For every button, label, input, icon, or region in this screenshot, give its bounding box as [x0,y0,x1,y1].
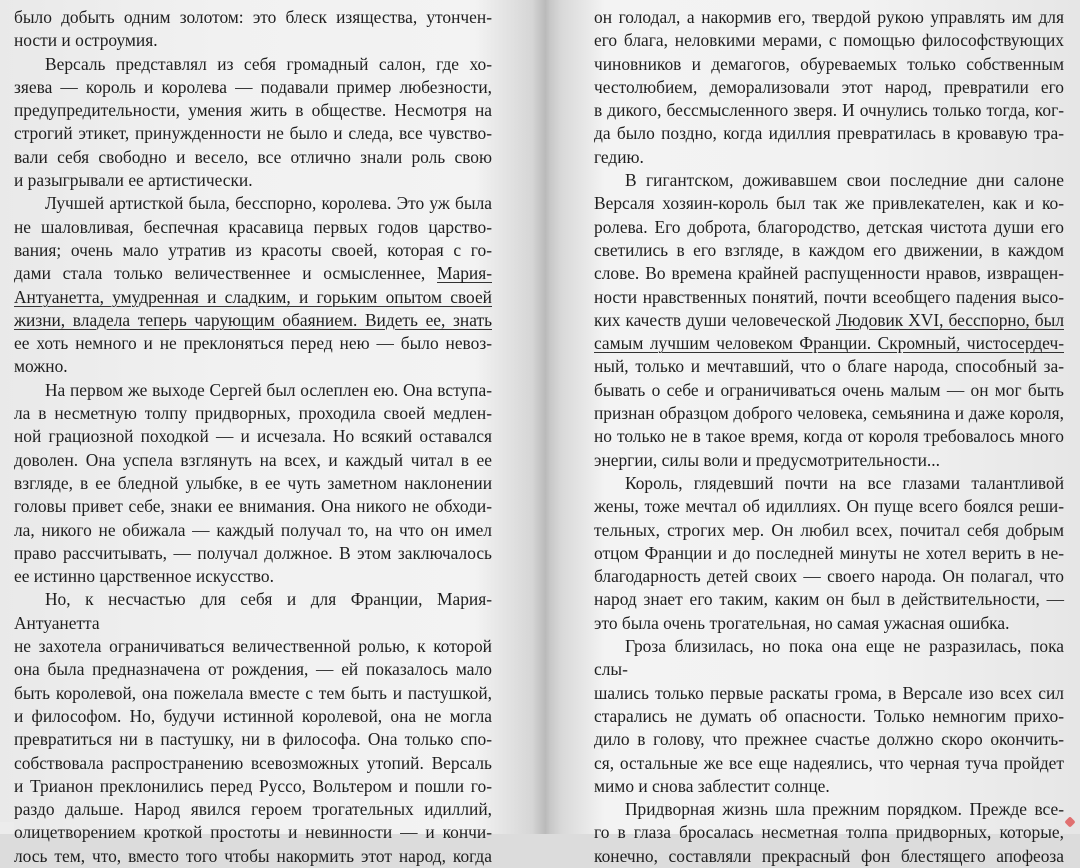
text-line: мимо и снова заблестит солнце. [594,775,830,796]
text-line: ности нравственных понятий, почти всеобщего падения высо- [594,286,1064,307]
text-line: тельных, строгих мер. Он любил всех, почитал себя добрым [594,519,1064,540]
text-line: ся, остальные же все еще надеялись, что черная туча пройдет [594,752,1064,773]
text-line: чиновников и демагогов, обуреваемых только собственным [594,53,1064,74]
text-line: доволен. Она успела взглянуть на всех, и каждый читал в ее [14,449,492,470]
text-line: ее истинно царственное искусство. [14,566,274,587]
left-page [14,6,492,868]
text-line: Король, глядевший почти на все глазами талантливой [625,472,1064,493]
text-line: конечно, составляли прекрасный фон блестящего апофеоза [594,845,1064,866]
text-line: было добыть одним золотом: это блеск изящества, утончен- [14,7,492,27]
text-line: бывать о себе и ограничиваться очень малым — он мог быть [594,379,1064,400]
text-line: зяева — король и королева — подавали пример любезности, [14,76,492,97]
text-line: можно. [14,356,68,377]
text-line: ла, никого не обижала — каждый получал то, на что он имел [14,519,492,540]
text-line: превратиться ни в пастушку, ни в философа. Она только спо- [14,729,492,750]
text-line: строгий этикет, принужденности не было и следа, все чувство- [14,123,492,144]
corner-shadow [0,822,14,834]
text-line: быть королевой, она пожелала вместе с тем быть и пастушкой, [14,682,492,703]
text-line: взгляде, в ее бледной улыбке, в ее чуть заметном наклонении [14,472,492,493]
text-line: благодарность детей своих — своего народа. Он полагал, что [594,566,1064,587]
text-line: ких качеств души человеческой Людовик XVI, бесспорно, был [594,309,1064,330]
text-line: да было поздно, когда идиллия превратилась в кровавую тра- [594,123,1064,144]
text-line: Лучшей артисткой была, бесспорно, королева. Это уж была [45,193,492,214]
text-line: в дикого, бессмысленного зверя. И очнулись только тогда, ког- [594,100,1064,121]
text-line: В гигантском, доживавшем свои последние дни салоне [625,170,1064,191]
text-line: вания; очень мало утратив из красоты своей, которая с го- [14,239,492,260]
text-line: и разыгрывали ее артистически. [14,170,253,191]
text-line: и Трианон преклонились перед Руссо, Вольтером и пошли го- [14,775,492,796]
text-line: Антуанетта, умудренная и сладким, и горьким опытом своей [14,286,492,307]
text-line: дами стала только величественнее и осмысленнее, Мария- [14,263,492,284]
corner-marker [1064,816,1075,827]
text-line: и философом. Но, будучи истинной королевой, она не могла [14,705,492,726]
text-line: гедию. [594,146,644,167]
text-line: Придворная жизнь шла прежним порядком. Прежде все- [625,799,1064,820]
text-line: собствовала распространению всевозможных утопий. Версаль [14,752,492,773]
text-line: его блага, неловкими мерами, с помощью философствующих [594,30,1064,51]
text-line: дило в голову, что прежнее счастье должно скоро окончить- [594,729,1064,750]
text-line: светились в его взгляде, в каждом его движении, в каждом [594,239,1064,260]
text-line: ности и остроумия. [14,30,158,51]
text-line: ной грациозной походкой — и исчезала. Но всякий оставался [14,426,492,447]
text-line: ла в несметную толпу придворных, проходила своей медлен- [14,403,492,424]
text-line: энергии, силы воли и предусмотрительности... [594,449,940,470]
text-line: народ знает его таким, каким он был в действительности, — [594,589,1064,610]
book-gutter [532,0,562,834]
text-line: Гроза близилась, но пока она еще не разразилась, пока слы- [594,636,1064,680]
text-line: Версаля хозяин-король был так же привлекателен, как и ко- [594,193,1064,214]
text-line: го в глаза бросалась несметная толпа придворных, которые, [594,822,1064,843]
text-line: олицетворением кроткой простоты и невинности — и кончи- [14,822,492,843]
text-line: ее хоть немного и не преклоняться перед нею — было невоз- [14,333,492,354]
text-line: старались не думать об опасности. Только немногим прихо- [594,705,1064,726]
text-line: предупредительности, умения жить в обществе. Несмотря на [14,100,492,121]
text-line: слове. Во времена крайней распущенности нравов, извращен- [594,263,1064,284]
text-line: ролева. Его доброта, благородство, детская чистота души его [594,216,1064,237]
text-line: жены, тоже мечтал об идиллиях. Он пуще всего боялся реши- [594,496,1064,517]
text-line: шались только первые раскаты грома, в Версале изо всех сил [594,682,1064,703]
text-line: не захотела ограничиваться величественной ролью, к которой [14,636,492,657]
text-line: лось тем, что, вместо того чтобы накормить этот народ, когда [14,845,492,866]
text-line: он голодал, а накормив его, твердой рукою управлять им для [594,7,1064,27]
text-line: признан образцом доброго человека, семьянина и даже короля, [594,403,1064,424]
text-line: право рассчитывать, — получал должное. В этом заключалось [14,542,492,563]
right-page [594,6,1064,868]
text-line: ный, только и мечтавший, что о благе народа, способный за- [594,356,1064,377]
text-line: но только не в такое время, когда от короля требовалось много [594,426,1064,447]
text-line: она была предназначена от рождения, — ей показалось мало [14,659,492,680]
text-line: На первом же выходе Сергей был ослеплен ею. Она вступа- [45,379,492,400]
text-line: отцом Франции и до последней минуты не хотел верить в не- [594,542,1064,563]
text-line: это была очень трогательная, но самая ужасная ошибка. [594,612,1010,633]
text-line: Но, к несчастью для себя и для Франции, Мария-Антуанетта [14,589,492,633]
text-line: Версаль представлял из себя громадный салон, где хо- [45,53,492,74]
text-line: самым лучшим человеком Франции. Скромный, чистосердеч- [594,333,1064,354]
text-line: вали себя свободно и весело, все отлично знали роль свою [14,146,492,167]
text-line: жизни, владела теперь чарующим обаянием. Видеть ее, знать [14,309,492,330]
text-line: головы привет себе, знаки ее внимания. Она никого не обходи- [14,496,492,517]
text-line: раздо дальше. Народ явился героем трогательных идиллий, [14,799,492,820]
text-line: честолюбием, деморализовали этот народ, превратили его [594,76,1064,97]
text-line: не шаловливая, беспечная красавица первых годов царство- [14,216,492,237]
